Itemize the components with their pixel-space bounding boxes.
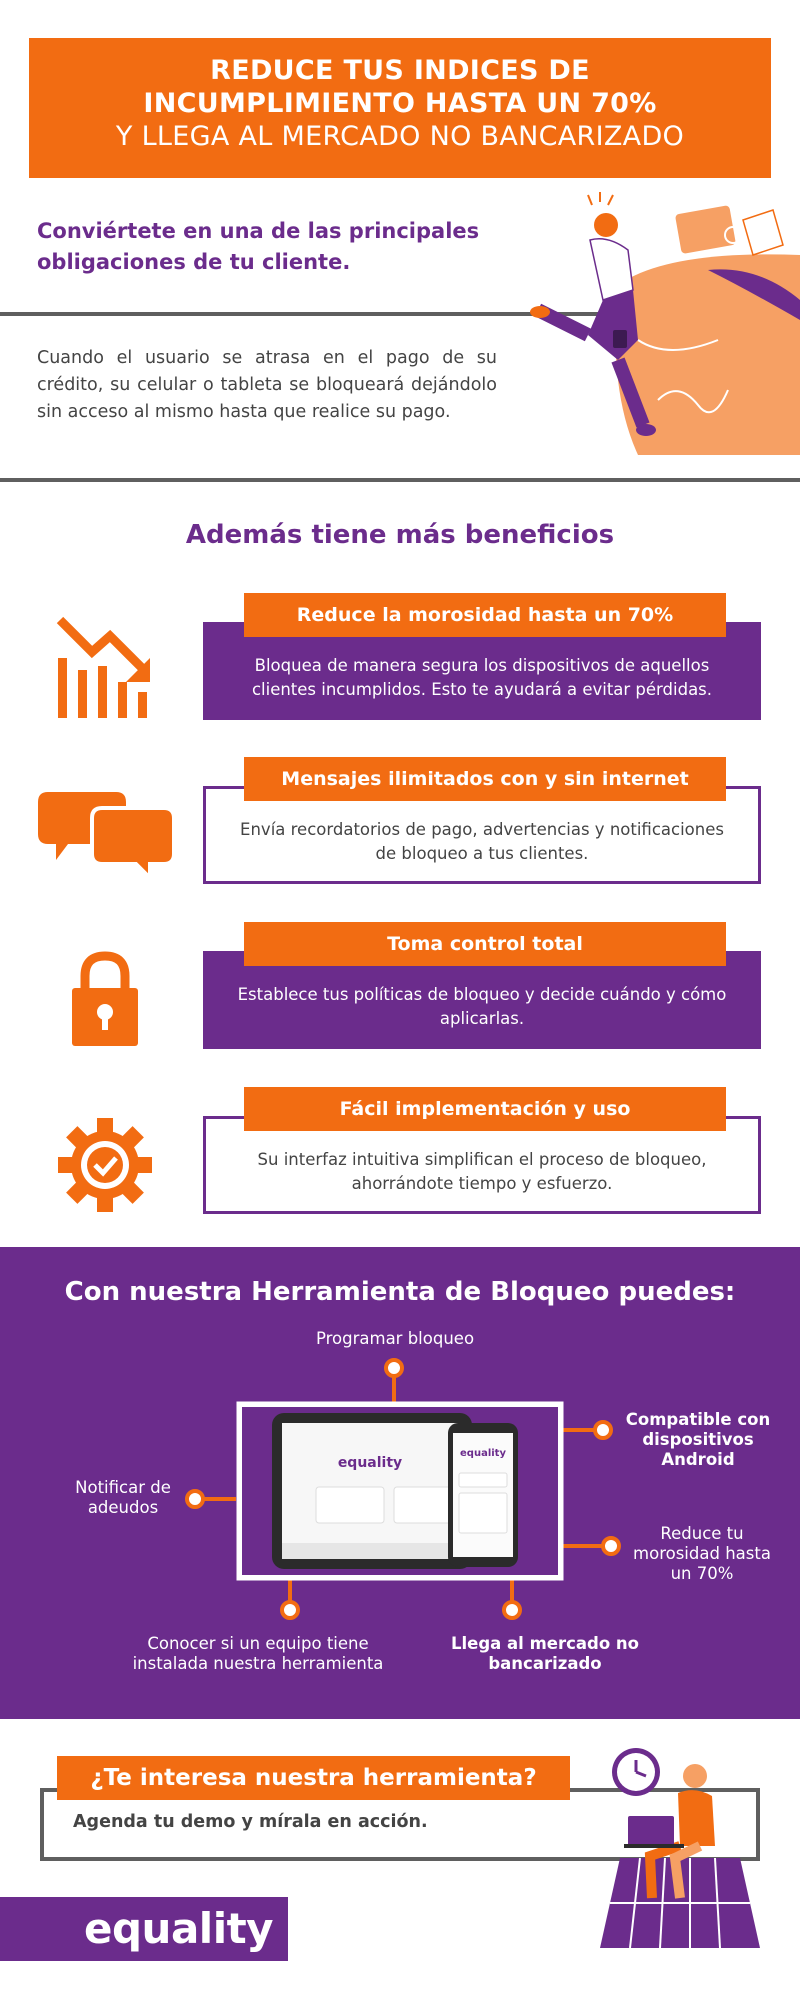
padlock-icon: [70, 948, 140, 1048]
cta-box-edge: [40, 1788, 44, 1861]
cta-text[interactable]: Agenda tu demo y mírala en acción.: [73, 1812, 428, 1832]
feature-market: Llega al mercado no bancarizado: [451, 1634, 639, 1673]
header-line-2: INCUMPLIMIENTO HASTA UN 70%: [143, 88, 657, 119]
benefit-text: Envía recordatorios de pago, advertencias y notificaciones de bloqueo a tus clientes.: [240, 820, 724, 863]
gear-check-icon: [56, 1116, 154, 1214]
intro-title: Conviértete en una de las principales obligaciones de tu cliente.: [37, 219, 480, 274]
feature-notify: Notificar de adeudos: [75, 1478, 171, 1517]
feature-compatible: Compatible con dispositivos Android: [625, 1410, 771, 1469]
feature-reduce: Reduce tu morosidad hasta un 70%: [633, 1524, 771, 1583]
benefits-title: Además tiene más beneficios: [185, 520, 615, 550]
header-line-3: Y LLEGA AL MERCADO NO BANCARIZADO: [115, 121, 685, 152]
feature-check: Conocer si un equipo tiene instalada nuestra herramienta: [132, 1634, 384, 1673]
header-line-1: REDUCE TUS INDICES DE: [210, 55, 590, 86]
benefit-text: Bloquea de manera segura los dispositivos de aquellos clientes incumplidos. Esto te ayudará a evitar pérdidas.: [251, 656, 713, 699]
feature-schedule: Programar bloqueo: [315, 1329, 475, 1348]
benefit-text: Su interfaz intuitiva simplifican el proceso de bloqueo, ahorrándote tiempo y esfuerzo.: [257, 1150, 707, 1193]
cta-heading: ¿Te interesa nuestra herramienta?: [57, 1756, 570, 1800]
divider: [0, 312, 610, 316]
person-with-phone-illustration: [528, 190, 800, 455]
phone-logo: equality: [460, 1448, 506, 1459]
intro-text: Cuando el usuario se atrasa en el pago de su crédito, su celular o tableta se bloqueará dejándolo sin acceso al mismo hasta que realice su pago.: [37, 348, 497, 422]
benefit-heading: Fácil implementación y uso: [244, 1087, 726, 1131]
tool-title: Con nuestra Herramienta de Bloqueo puedes:: [64, 1277, 736, 1307]
divider: [0, 478, 800, 482]
benefit-text: Establece tus políticas de bloqueo y decide cuándo y cómo aplicarlas.: [237, 985, 727, 1028]
chat-bubbles-icon: [38, 790, 174, 880]
equality-logo[interactable]: equality: [84, 1904, 274, 1953]
benefit-heading: Reduce la morosidad hasta un 70%: [244, 593, 726, 637]
benefit-heading: Mensajes ilimitados con y sin internet: [244, 757, 726, 801]
benefit-heading: Toma control total: [244, 922, 726, 966]
header-banner: [29, 38, 771, 178]
declining-chart-icon: [52, 610, 158, 722]
person-laptop-illustration: [580, 1738, 780, 1968]
tablet-logo: equality: [337, 1455, 403, 1471]
